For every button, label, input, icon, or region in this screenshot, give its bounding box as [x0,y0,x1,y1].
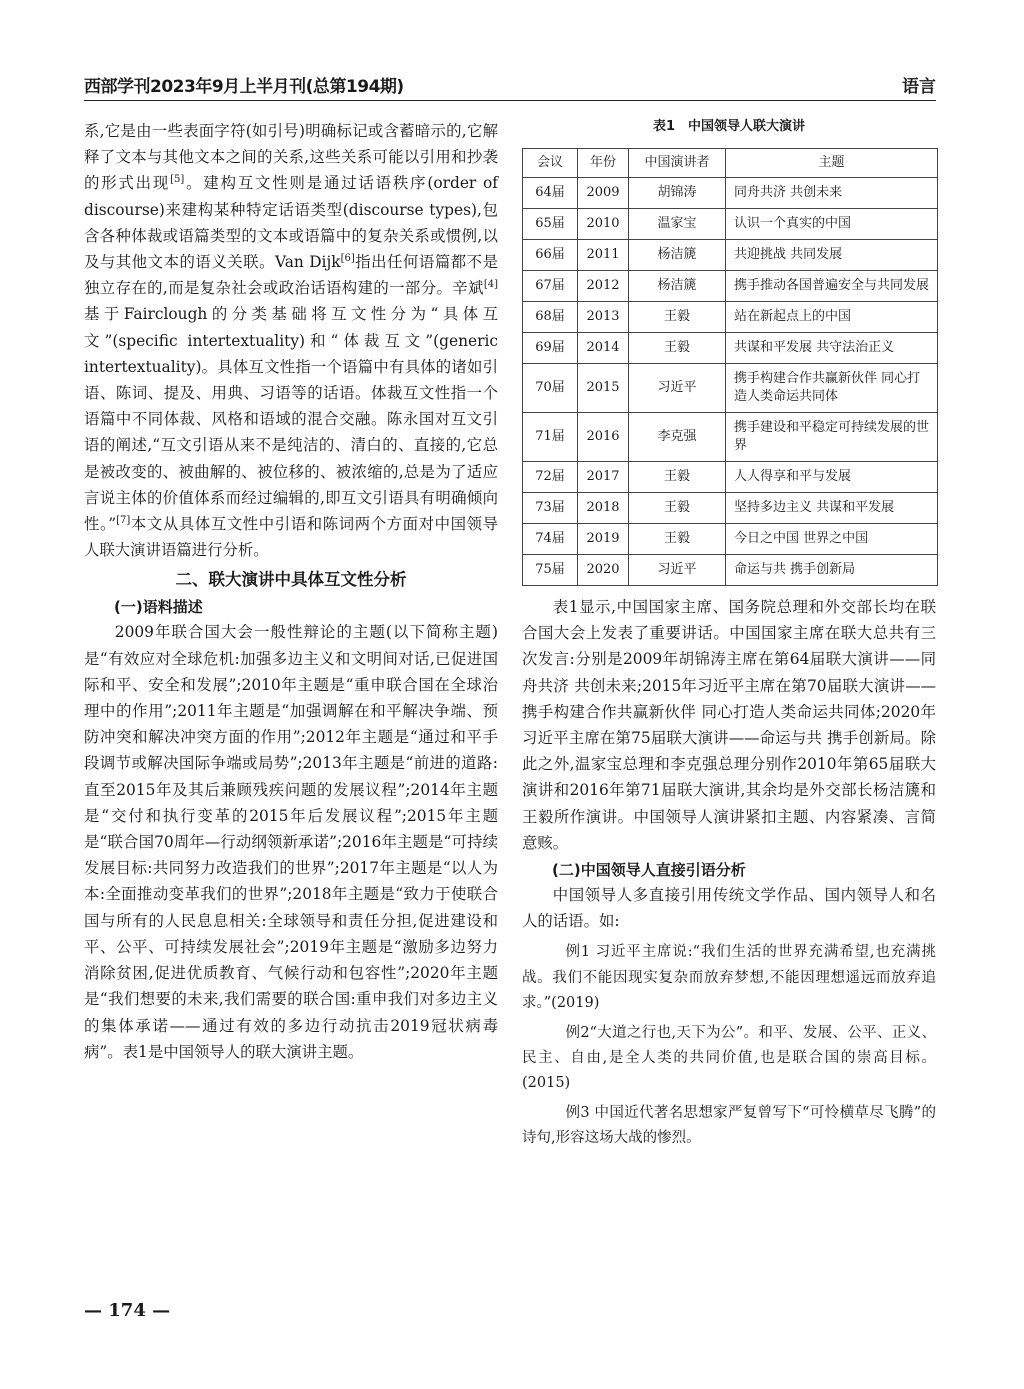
table-cell: 2016 [578,413,629,462]
table-cell: 王毅 [629,462,726,493]
table-cell: 温家宝 [629,209,726,240]
table-cell: 携手推动各国普遍安全与共同发展 [726,271,938,302]
table-cell: 69届 [523,333,578,364]
table-cell: 王毅 [629,333,726,364]
section-heading: 二、联大演讲中具体互文性分析 [175,570,407,590]
right-column [522,118,936,1152]
table-cell: 今日之中国 世界之中国 [726,524,938,555]
table-cell: 携手建设和平稳定可持续发展的世界 [726,413,938,462]
table-cell: 人人得享和平与发展 [726,462,938,493]
table-row [523,524,938,555]
table-cell: 64届 [523,178,578,209]
table-cell: 习近平 [629,364,726,413]
paragraph-intertextuality: 系,它是由一些表面字符(如引号)明确标记或含蓄暗示的,它解释了文本与其他文本之间的关系,这些关系可能以引用和抄袭的形式出现[5]。建构互文性则是通过话语秩序(order of discourse)来建构某种特定话语类型(discourse types),包含各种体裁或语篇类型的文本或语篇中的复杂关系或惯例,以及与其他文本的语义关联。Van Dijk[6]指出任何语篇都不是独立存在的,而是复杂社会或政治话语构建的一部分。辛斌[4]基于Fairclough的分类基础将互文性分为“具体互文”(specific intertextuality)和“体裁互文”(generic intertextuality)。具体互文性指一个语篇中有具体的诸如引语、陈词、提及、用典、习语等的话语。体裁互文性指一个语篇中不同体裁、风格和语域的混合交融。陈永国对互文引语的阐述,“互文引语从来不是纯洁的、清白的、直接的,它总是被改变的、被曲解的、被位移的、被浓缩的,总是为了适应言说主体的价值体系而经过编辑的,即互文引语具有明确倾向性。”[7]本文从具体互文性中引语和陈词两个方面对中国领导人联大演讲语篇进行分析。 [84,122,498,560]
table-caption: 表1 中国领导人联大演讲 [652,119,806,134]
subsection-heading: (二)中国领导人直接引语分析 [552,861,746,880]
table-cell: 2009 [578,178,629,209]
table-cell: 65届 [523,209,578,240]
table-cell: 70届 [523,364,578,413]
table-cell: 74届 [523,524,578,555]
paragraph-table-analysis: 表1显示,中国国家主席、国务院总理和外交部长均在联合国大会上发表了重要讲话。中国国家主席在联大总共有三次发言:分别是2009年胡锦涛主席在第64届联大演讲——同舟共济 共创未来;2015年习近平主席在第70届联大演讲——携手构建合作共赢新伙伴 同心打造人类命运共同体;2020年习近平主席在第75届联大演讲——命运与共 携手创新局。除此之外,温家宝总理和李克强总理分别作2010年第65届联大演讲和2016年第71届联大演讲,其余均是外交部长杨洁篪和王毅所作演讲。中国领导人演讲紧扣主题、内容紧凑、言简意赅。 [522,598,936,852]
table-cell: 2012 [578,271,629,302]
table-cell: 66届 [523,240,578,271]
citation-ref: [5] [170,174,185,186]
journal-title: 西部学刊2023年9月上半月刊(总第194期) [84,77,404,97]
table-cell: 73届 [523,493,578,524]
subsection-heading: (一)语料描述 [114,598,203,617]
table-row [523,271,938,302]
col-header: 会议 [523,149,578,178]
table-cell: 李克强 [629,413,726,462]
speeches-table [522,148,938,586]
table-cell: 共迎挑战 共同发展 [726,240,938,271]
table-row [523,364,938,413]
table-cell: 共谋和平发展 共守法治正义 [726,333,938,364]
table-cell: 2018 [578,493,629,524]
table-cell: 胡锦涛 [629,178,726,209]
table-cell: 2015 [578,364,629,413]
table-row [523,413,938,462]
table-cell: 杨洁篪 [629,271,726,302]
citation-ref: [4] [483,279,498,291]
table-cell: 2014 [578,333,629,364]
example-2: 例2“大道之行也,天下为公”。和平、发展、公平、正义、民主、自由,是全人类的共同价值,也是联合国的崇高目标。(2015) [522,1024,936,1092]
table-cell: 2019 [578,524,629,555]
example-3: 例3 中国近代著名思想家严复曾写下“可怜横草尽飞腾”的诗句,形容这场大战的惨烈。 [522,1104,936,1147]
left-column [84,118,498,1065]
table-cell: 71届 [523,413,578,462]
table-cell: 同舟共济 共创未来 [726,178,938,209]
table-cell: 认识一个真实的中国 [726,209,938,240]
table-row [523,555,938,586]
table-cell: 67届 [523,271,578,302]
table-cell: 2020 [578,555,629,586]
table-body [523,178,938,586]
table-cell: 72届 [523,462,578,493]
table-row [523,493,938,524]
section-tag: 语言 [902,77,936,97]
table-cell: 习近平 [629,555,726,586]
table-cell: 75届 [523,555,578,586]
table-cell: 命运与共 携手创新局 [726,555,938,586]
col-header: 年份 [578,149,629,178]
table-row [523,240,938,271]
table-header-row [523,149,938,178]
table-cell: 坚持多边主义 共谋和平发展 [726,493,938,524]
citation-ref: [7] [116,514,131,526]
paragraph-quotes-intro: 中国领导人多直接引用传统文学作品、国内领导人和名人的话语。如: [522,886,936,931]
table-cell: 王毅 [629,493,726,524]
paragraph-corpus: 2009年联合国大会一般性辩论的主题(以下简称主题)是“有效应对全球危机:加强多边主义和文明间对话,已促进国际和平、安全和发展”;2010年主题是“重申联合国在全球治理中的作用”;2011年主题是“加强调解在和平解决争端、预防冲突和解决冲突方面的作用”;2012年主题是“通过和平手段调节或解决国际争端或局势”;2013年主题是“前进的道路:直至2015年及其后兼顾残疾问题的发展议程”;2014年主题是“交付和执行变革的2015年后发展议程”;2015年主题是“联合国70周年—行动纲领新承诺”;2016年主题是“可持续发展目标:共同努力改造我们的世界”;2017年主题是“以人为本:全面推动变革我们的世界”;2018年主题是“致力于使联合国与所有的人民息息相关:全球领导和责任分担,促进建设和平、公平、可持续发展社会”;2019年主题是“激励多边努力消除贫困,促进优质教育、气候行动和包容性”;2020年主题是“我们想要的未来,我们需要的联合国:重申我们对多边主义的集体承诺——通过有效的多边行动抗击2019冠状病毒病”。表1是中国领导人的联大演讲主题。 [84,623,498,1061]
table-cell: 携手构建合作共赢新伙伴 同心打造人类命运共同体 [726,364,938,413]
col-header: 主题 [726,149,938,178]
table-row [523,209,938,240]
table-row [523,178,938,209]
table-cell: 2011 [578,240,629,271]
table-cell: 2017 [578,462,629,493]
table-cell: 站在新起点上的中国 [726,302,938,333]
page-number: — 174 — [84,1300,171,1321]
table-cell: 王毅 [629,524,726,555]
table-cell: 2013 [578,302,629,333]
running-header [84,72,936,101]
example-1: 例1 习近平主席说:“我们生活的世界充满希望,也充满挑战。我们不能因现实复杂而放弃梦想,不能因理想遥远而放弃追求。”(2019) [522,944,936,1012]
table-row [523,333,938,364]
table-row [523,462,938,493]
table-cell: 2010 [578,209,629,240]
col-header: 中国演讲者 [629,149,726,178]
table-row [523,302,938,333]
table-cell: 杨洁篪 [629,240,726,271]
table-cell: 王毅 [629,302,726,333]
citation-ref: [6] [340,252,355,264]
table-cell: 68届 [523,302,578,333]
